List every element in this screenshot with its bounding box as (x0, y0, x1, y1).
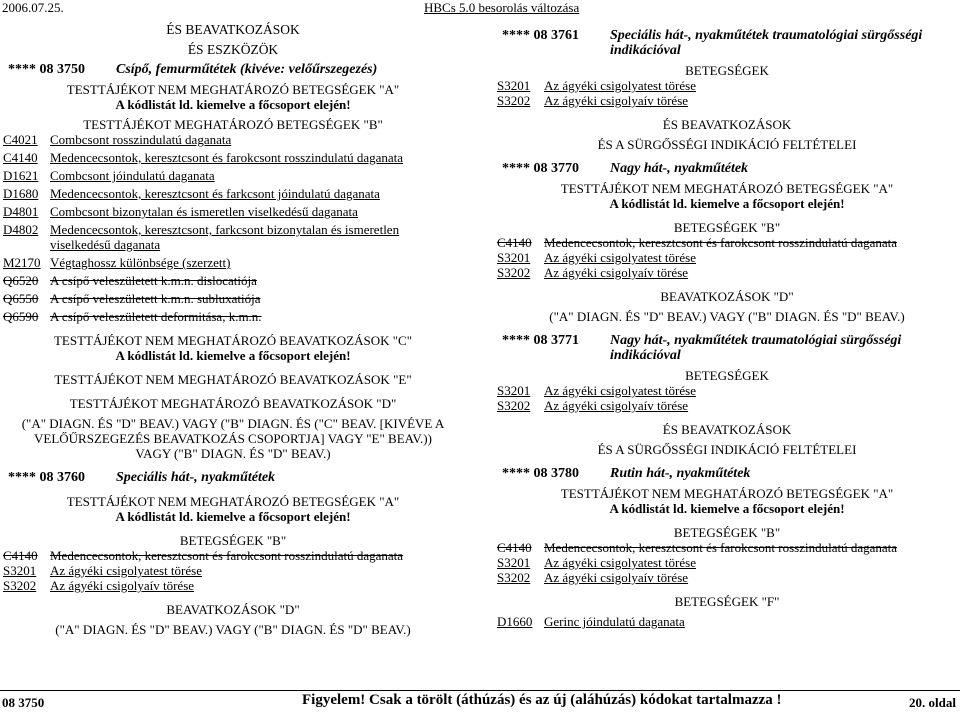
entry-code: **** 08 3771 (502, 333, 579, 348)
code-text: Az ágyéki csigolyaív törése (544, 398, 689, 413)
group-heading: TESTTÁJÉKOT NEM MEGHATÁROZÓ BETEGSÉGEK "A" (560, 181, 894, 196)
group-heading: ÉS A SÜRGŐSSÉGI INDIKÁCIÓ FELTÉTELEI (597, 137, 857, 152)
entry-code: **** 08 3760 (8, 470, 85, 485)
code-text: A csípő veleszületett deformitása, k.m.n. (50, 309, 262, 324)
group-heading: ÉS A SÜRGŐSSÉGI INDIKÁCIÓ FELTÉTELEI (597, 442, 857, 457)
code-row-deleted (0, 309, 466, 324)
code-row (494, 555, 960, 570)
code-row-deleted (0, 291, 466, 306)
code-row (494, 78, 960, 93)
code-row (0, 255, 466, 270)
code-text: A csípő veleszületett k.m.n. subluxatiója (50, 291, 261, 306)
code-text: Medencecsontok, keresztcsont és farkcsont jóindulatú daganata (50, 186, 380, 201)
entry-code: **** 08 3780 (502, 466, 579, 481)
code: S3201 (497, 383, 531, 398)
group-heading: BEAVATKOZÁSOK "D" (166, 602, 300, 617)
code: S3202 (497, 93, 531, 108)
entry-title: Nagy hát-, nyakműtétek traumatológiai sürgősségi indikációval (610, 333, 902, 363)
code: C4140 (3, 150, 38, 165)
group-heading: ÉS BEAVATKOZÁSOK (662, 422, 792, 437)
code: Q6520 (3, 273, 39, 288)
code: S3202 (497, 398, 531, 413)
code-text: Az ágyéki csigolyatest törése (50, 563, 202, 578)
footer-code: 08 3750 (2, 695, 45, 710)
code: C4021 (3, 132, 38, 147)
rule-text: VAGY ("B" DIAGN. ÉS "D" BEAV.) (135, 446, 331, 461)
code-text: Az ágyéki csigolyaív törése (544, 265, 689, 280)
rule-text: ("A" DIAGN. ÉS "D" BEAV.) VAGY ("B" DIAGN. ÉS ("C" BEAV. [KIVÉVE A (21, 416, 445, 431)
code-text: Az ágyéki csigolyatest törése (544, 555, 696, 570)
code-text: Az ágyéki csigolyaív törése (50, 578, 195, 593)
code-text: Az ágyéki csigolyaív törése (544, 570, 689, 585)
code-row (494, 93, 960, 108)
code: D4801 (3, 204, 39, 219)
code-row (0, 204, 466, 219)
code-text: Az ágyéki csigolyatest törése (544, 250, 696, 265)
code: S3201 (497, 555, 531, 570)
code: D1621 (3, 168, 39, 183)
code-row (0, 132, 466, 147)
group-heading: TESTTÁJÉKOT NEM MEGHATÁROZÓ BETEGSÉGEK "A" (560, 486, 894, 501)
code-row (0, 578, 466, 593)
group-heading: TESTTÁJÉKOT NEM MEGHATÁROZÓ BETEGSÉGEK "A" (66, 82, 400, 97)
group-heading: BEAVATKOZÁSOK "D" (660, 289, 794, 304)
entry-heading (494, 28, 960, 58)
code-row (494, 250, 960, 265)
code-text: Az ágyéki csigolyaív törése (544, 93, 689, 108)
code: M2170 (3, 255, 41, 270)
code-row (0, 168, 466, 183)
code-row-deleted (0, 548, 466, 563)
code-row (494, 383, 960, 398)
section-subtitle: ÉS ESZKÖZÖK (187, 42, 279, 57)
codelist-note: A kódlistát ld. kiemelve a főcsoport elején! (115, 348, 351, 363)
rule-text: ("A" DIAGN. ÉS "D" BEAV.) VAGY ("B" DIAGN. ÉS "D" BEAV.) (55, 622, 411, 637)
group-heading: ÉS BEAVATKOZÁSOK (662, 117, 792, 132)
entry-title: Speciális hát-, nyakműtétek (116, 470, 276, 485)
page-header (0, 0, 960, 16)
code: C4140 (497, 540, 532, 555)
group-heading: BETEGSÉGEK "B" (673, 220, 781, 235)
code: S3201 (497, 250, 531, 265)
code-row (494, 265, 960, 280)
group-heading: TESTTÁJÉKOT NEM MEGHATÁROZÓ BEAVATKOZÁSOK "C" (53, 333, 412, 348)
code-row-deleted (494, 235, 960, 250)
code-row (0, 150, 466, 165)
code: S3201 (497, 78, 531, 93)
code-text: Végtaghossz különbsége (szerzett) (50, 255, 231, 270)
rule-text: ("A" DIAGN. ÉS "D" BEAV.) VAGY ("B" DIAGN. ÉS "D" BEAV.) (549, 309, 905, 324)
group-heading: BETEGSÉGEK "B" (179, 533, 287, 548)
footer-notice: Figyelem! Csak a törölt (áthúzás) és az új (aláhúzás) kódokat tartalmazza ! (302, 692, 782, 708)
code-row-deleted (0, 273, 466, 288)
codelist-note: A kódlistát ld. kiemelve a főcsoport elején! (609, 501, 845, 516)
code-text: Combcsont jóindulatú daganata (50, 168, 215, 183)
codelist-note: A kódlistát ld. kiemelve a főcsoport elején! (115, 97, 351, 112)
entry-heading (494, 466, 960, 481)
header-date: 2006.07.25. (2, 0, 64, 15)
code-row-deleted (494, 540, 960, 555)
code: S3201 (3, 563, 37, 578)
entry-title: Speciális hát-, nyakműtétek traumatológiai sürgősségi indikációval (610, 28, 923, 58)
group-heading: TESTTÁJÉKOT NEM MEGHATÁROZÓ BETEGSÉGEK "A" (66, 494, 400, 509)
right-column (494, 28, 960, 629)
code-text: Medencecsontok, keresztcsont és farokcsont rosszindulatú daganata (544, 540, 898, 555)
entry-heading (494, 333, 960, 363)
group-heading: BETEGSÉGEK (685, 63, 769, 78)
group-heading: TESTTÁJÉKOT MEGHATÁROZÓ BETEGSÉGEK "B" (83, 117, 383, 132)
entry-code: **** 08 3761 (502, 28, 579, 43)
code: D4802 (3, 222, 39, 237)
section-title: ÉS BEAVATKOZÁSOK (166, 22, 300, 37)
group-heading: BETEGSÉGEK "B" (673, 525, 781, 540)
code-row (494, 398, 960, 413)
codelist-note: A kódlistát ld. kiemelve a főcsoport elején! (609, 196, 845, 211)
entry-heading (0, 470, 466, 485)
entry-heading (494, 161, 960, 176)
code-text: Medencecsontok, keresztcsont és farokcsont rosszindulatú daganata (50, 548, 404, 563)
code: D1680 (3, 186, 39, 201)
entry-title: Rutin hát-, nyakműtétek (610, 466, 751, 481)
code: Q6590 (3, 309, 39, 324)
group-heading: BETEGSÉGEK "F" (674, 594, 780, 609)
code-text: Az ágyéki csigolyatest törése (544, 383, 696, 398)
code-text: Combcsont bizonytalan és ismeretlen viselkedésű daganata (50, 204, 358, 219)
code: S3202 (3, 578, 37, 593)
entry-title: Csípő, femurműtétek (kivéve: velőűrszegezés) (116, 62, 378, 77)
rule-text: VELŐŰRSZEGEZÉS BEAVATKOZÁS CSOPORTJA] VAGY "E" BEAV.)) (34, 431, 432, 446)
code-row (494, 570, 960, 585)
code-text: Combcsont rosszindulatú daganata (50, 132, 232, 147)
code: S3202 (497, 265, 531, 280)
code: Q6550 (3, 291, 39, 306)
entry-code: **** 08 3750 (8, 62, 85, 77)
code-row (0, 563, 466, 578)
code: D1660 (497, 614, 533, 629)
entry-heading (0, 62, 466, 77)
code-text: Medencecsontok, keresztcsont és farokcsont rosszindulatú daganata (50, 150, 404, 165)
group-heading: BETEGSÉGEK (685, 368, 769, 383)
code-row (494, 614, 960, 629)
codelist-note: A kódlistát ld. kiemelve a főcsoport elején! (115, 509, 351, 524)
group-heading: TESTTÁJÉKOT NEM MEGHATÁROZÓ BEAVATKOZÁSOK "E" (54, 372, 412, 387)
left-column (0, 22, 466, 637)
code: C4140 (3, 548, 38, 563)
page-footer (0, 690, 960, 713)
code-text: Medencecsontok, keresztcsont, farkcsont bizonytalan és ismeretlen viselkedésű daganata (50, 222, 400, 252)
page-number: 20. oldal (909, 695, 956, 710)
entry-code: **** 08 3770 (502, 161, 579, 176)
code-row (0, 186, 466, 201)
code: S3202 (497, 570, 531, 585)
group-heading: TESTTÁJÉKOT MEGHATÁROZÓ BEAVATKOZÁSOK "D" (69, 396, 397, 411)
code-text: A csípő veleszületett k.m.n. dislocatiója (50, 273, 257, 288)
entry-title: Nagy hát-, nyakműtétek (610, 161, 749, 176)
code-text: Gerinc jóindulatú daganata (544, 614, 685, 629)
header-version: HBCs 5.0 besorolás változása (424, 0, 580, 15)
code: C4140 (497, 235, 532, 250)
code-text: Az ágyéki csigolyatest törése (544, 78, 696, 93)
code-row (0, 222, 466, 252)
code-text: Medencecsontok, keresztcsont és farokcsont rosszindulatú daganata (544, 235, 898, 250)
